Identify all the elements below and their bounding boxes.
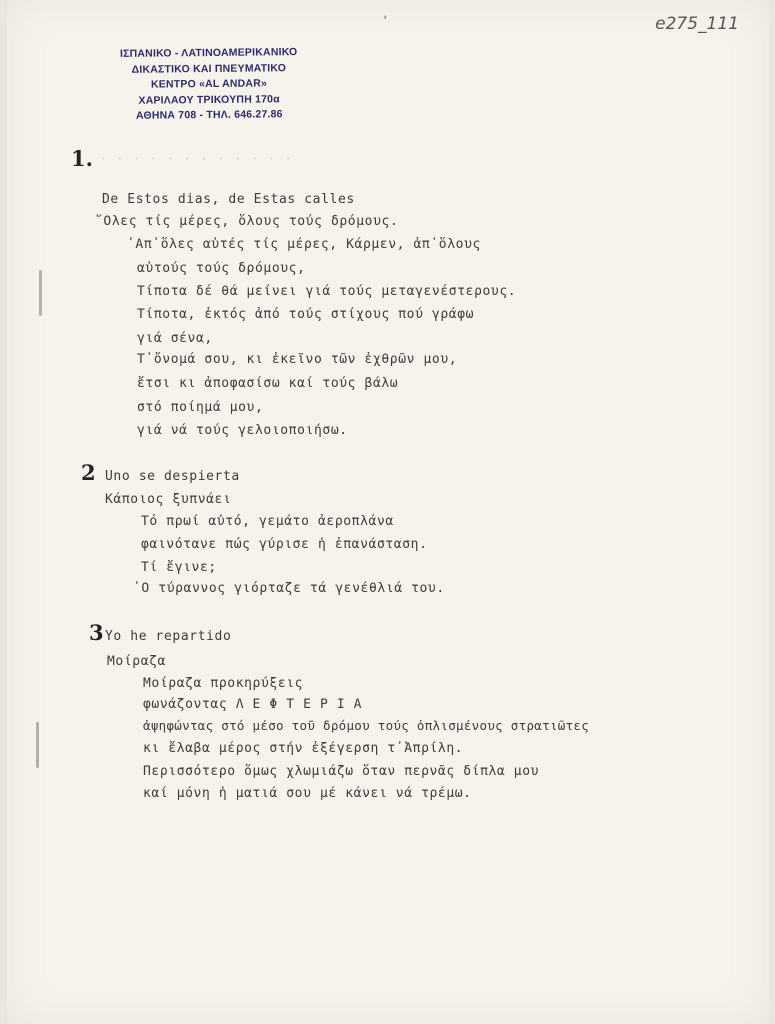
- poem-line: γιά σένα,: [137, 331, 213, 346]
- poem-line: Μοίραζα: [107, 654, 166, 669]
- poem-line: φωνάζοντας Λ Ε Φ Τ Ε Ρ Ι Α: [143, 697, 363, 712]
- section-number-3: 3: [89, 620, 104, 645]
- poem-line: φαινότανε πώς γύρισε ἡ ἐπανάσταση.: [141, 537, 428, 552]
- poem-line: Τίποτα, ἐκτός ἀπό τούς στίχους πού γράφω: [137, 307, 475, 322]
- poem-line: κι ἔλαβα μέρος στήν ἐξέγερση τ᾿Ἀπρίλη.: [143, 741, 464, 756]
- punch-hole-mark: [36, 722, 39, 768]
- poem-line: Τίποτα δέ θά μείνει γιά τούς μεταγενέστερους.: [137, 284, 517, 299]
- poem-line: ῾Απ᾿ὅλες αὐτές τίς μέρες, Κάρμεν, ἀπ᾿ὅλους: [127, 237, 481, 252]
- poem-line: γιά νά τούς γελοιοποιήσω.: [137, 423, 348, 438]
- poem-line: ἔτσι κι ἀποφασίσω καί τούς βάλω: [137, 376, 399, 391]
- poem-line: Κάποιος ξυπνάει: [105, 492, 232, 507]
- stamp-line: ΚΕΝΤΡΟ «AL ANDAR»: [150, 77, 268, 91]
- institution-stamp: [99, 45, 320, 125]
- punch-hole-mark: [39, 270, 42, 316]
- poem-line: Μοίραζα προκηρύξεις: [143, 676, 304, 691]
- poem-line: Τ᾿ὄνομά σου, κι ἐκεῖνο τῶν ἐχθρῶν μου,: [137, 352, 458, 367]
- poem-line: Περισσότερο ὅμως χλωμιάζω ὅταν περνᾶς δίπλα μου: [143, 764, 540, 779]
- poem-line: ῾Ο τύραννος γιόρταζε τά γενέθλιά του.: [133, 581, 445, 596]
- poem-line: ἀψηφώντας στό μέσο τοῦ δρόμου τούς ὁπλισμένους στρατιῶτες: [143, 718, 590, 733]
- poem-line: Yo he repartido: [105, 629, 232, 644]
- poem-line: καί μόνη ἡ ματιά σου μέ κάνει νά τρέμω.: [143, 786, 472, 801]
- section-number-2: 2: [81, 460, 96, 485]
- poem-line: Τό πρωί αὐτό, γεμάτο ἀεροπλάνα: [141, 514, 394, 529]
- stamp-line: ΧΑΡΙΛΑΟΥ ΤΡΙΚΟΥΠΗ 170α: [138, 92, 280, 107]
- reference-number: e275_111: [655, 14, 739, 34]
- poem-line: Τί ἔγινε;: [141, 560, 217, 575]
- poem-line: στό ποίημά μου,: [137, 400, 264, 415]
- document-page: [7, 0, 769, 1024]
- poem-line: αὐτούς τούς δρόμους,: [137, 261, 306, 276]
- stamp-line: ΔΙΚΑΣΤΙΚΟ ΚΑΙ ΠΝΕΥΜΑΤΙΚΟ: [131, 61, 287, 76]
- section-number-1: 1.: [71, 146, 93, 171]
- poem-line: ῞Ολες τίς μέρες, ὅλους τούς δρόμους.: [95, 214, 399, 229]
- stamp-line: ΑΘΗΝΑ 708 - ΤΗΛ. 646.27.86: [135, 108, 283, 122]
- pencil-mark: ʼ: [383, 14, 388, 30]
- faded-typing: · · · · · · · · · · · ·: [99, 152, 293, 167]
- stamp-line: ΙΣΠΑΝΙΚΟ - ΛΑΤΙΝΟΑΜΕΡΙΚΑΝΙΚΟ: [119, 46, 298, 60]
- poem-line: De Estos dias, de Estas calles: [102, 192, 355, 207]
- poem-line: Uno se despierta: [105, 469, 240, 484]
